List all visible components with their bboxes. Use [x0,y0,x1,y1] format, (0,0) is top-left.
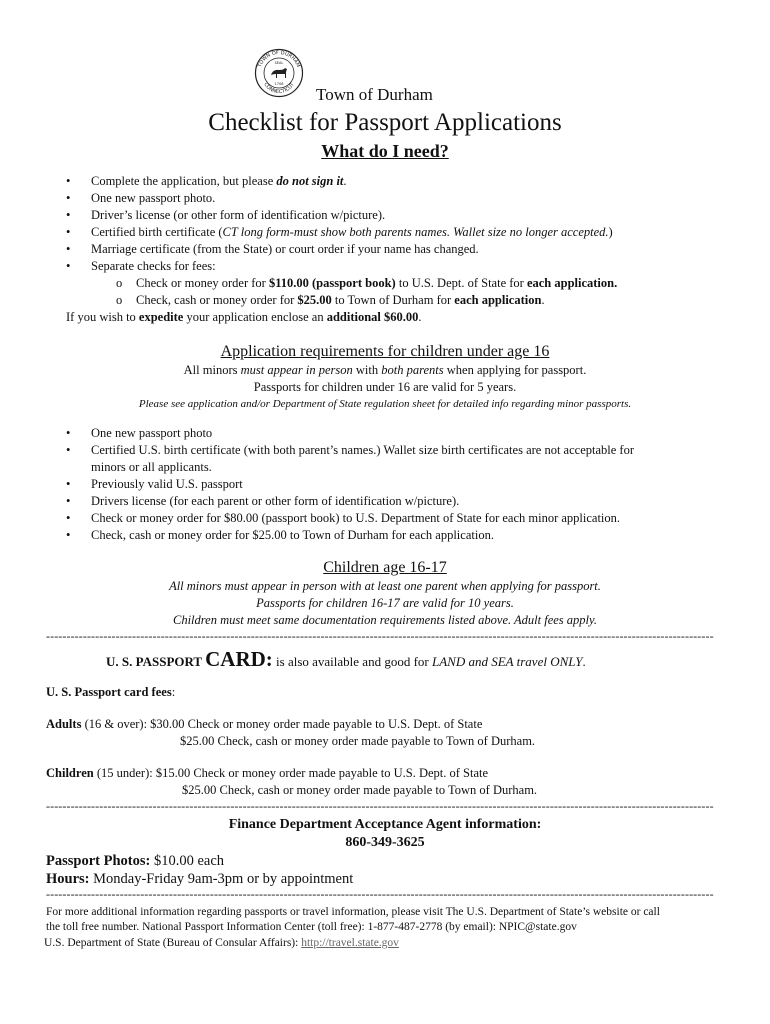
list-item-continuation: minors or all applicants. [91,460,212,474]
teens-note-2: Passports for children 16-17 are valid for 10 years. [256,596,514,610]
seal-icon [254,48,304,98]
footer-line-1: For more additional information regarding passports or travel information, please visit The U.S. Department of State’s website or call [46,906,660,918]
page-subtitle [0,140,770,162]
card-fees-adults-2: $25.00 Check, cash or money order made payable to Town of Durham. [180,734,536,748]
card-fees-adults: Adults (16 & over): $30.00 Check or money order made payable to U.S. Dept. of State [46,717,483,731]
card-fees-label: U. S. Passport card fees: [46,685,176,699]
seal-ring-bottom: CONNECTICUT [262,81,296,96]
svg-text:TOWN OF DURHAM [257,50,301,69]
expedite-note: If you wish to expedite your application enclose an additional $60.00. [66,310,422,324]
state-dept-link[interactable]: http://travel.state.gov [301,937,399,949]
teens-note-3: Children must meet same documentation requirements listed above. Adult fees apply. [172,613,597,627]
divider: ------------------------------------------------------------------------------------------------------------------------------------------------------------------- [46,800,714,812]
passport-photos-price: Passport Photos: $10.00 each [46,853,225,869]
finance-phone: 860-349-3625 [345,835,425,850]
seal-inner-top: SEAL [274,61,284,65]
passport-card-heading: U. S. PASSPORT CARD: is also available and good for LAND and SEA travel ONLY. [106,647,586,671]
card-fees-children: Children (15 under): $15.00 Check or money order made payable to U.S. Dept. of State [46,766,489,780]
divider: ------------------------------------------------------------------------------------------------------------------------------------------------------------------- [46,888,714,900]
minors-note-3: Please see application and/or Department of State regulation sheet for detailed info regarding minor passports. [138,398,632,410]
town-name: Town of Durham [316,85,433,104]
seal-ring-top: TOWN OF DURHAM [257,49,301,69]
footer-line-3: U.S. Department of State (Bureau of Consular Affairs): http://travel.state.gov [44,937,399,949]
finance-title: Finance Department Acceptance Agent information: [228,817,542,832]
minors-note-1: All minors must appear in person with both parents when applying for passport. [183,363,587,377]
section-heading-teens: Children age 16-17 [323,559,447,576]
section-heading-minors: Application requirements for children under age 16 [220,343,550,360]
town-seal [254,48,304,98]
seal-inner-year: 1708 [274,82,284,86]
page-title: Checklist for Passport Applications [208,109,562,136]
footer-line-2: the toll free number. National Passport Information Center (toll free): 1-877-487-2778 (by email): NPIC@state.gov [46,921,577,933]
teens-note-1: All minors must appear in person with at least one parent when applying for passport. [169,579,601,593]
divider: ------------------------------------------------------------------------------------------------------------------------------------------------------------------- [46,630,714,642]
minors-note-2: Passports for children under 16 are valid for 5 years. [253,380,517,394]
card-fees-children-2: $25.00 Check, cash or money order made payable to Town of Durham. [182,783,538,797]
office-hours: Hours: Monday-Friday 9am-3pm or by appointment [46,871,354,887]
subtitle-text: What do I need? [321,141,449,161]
